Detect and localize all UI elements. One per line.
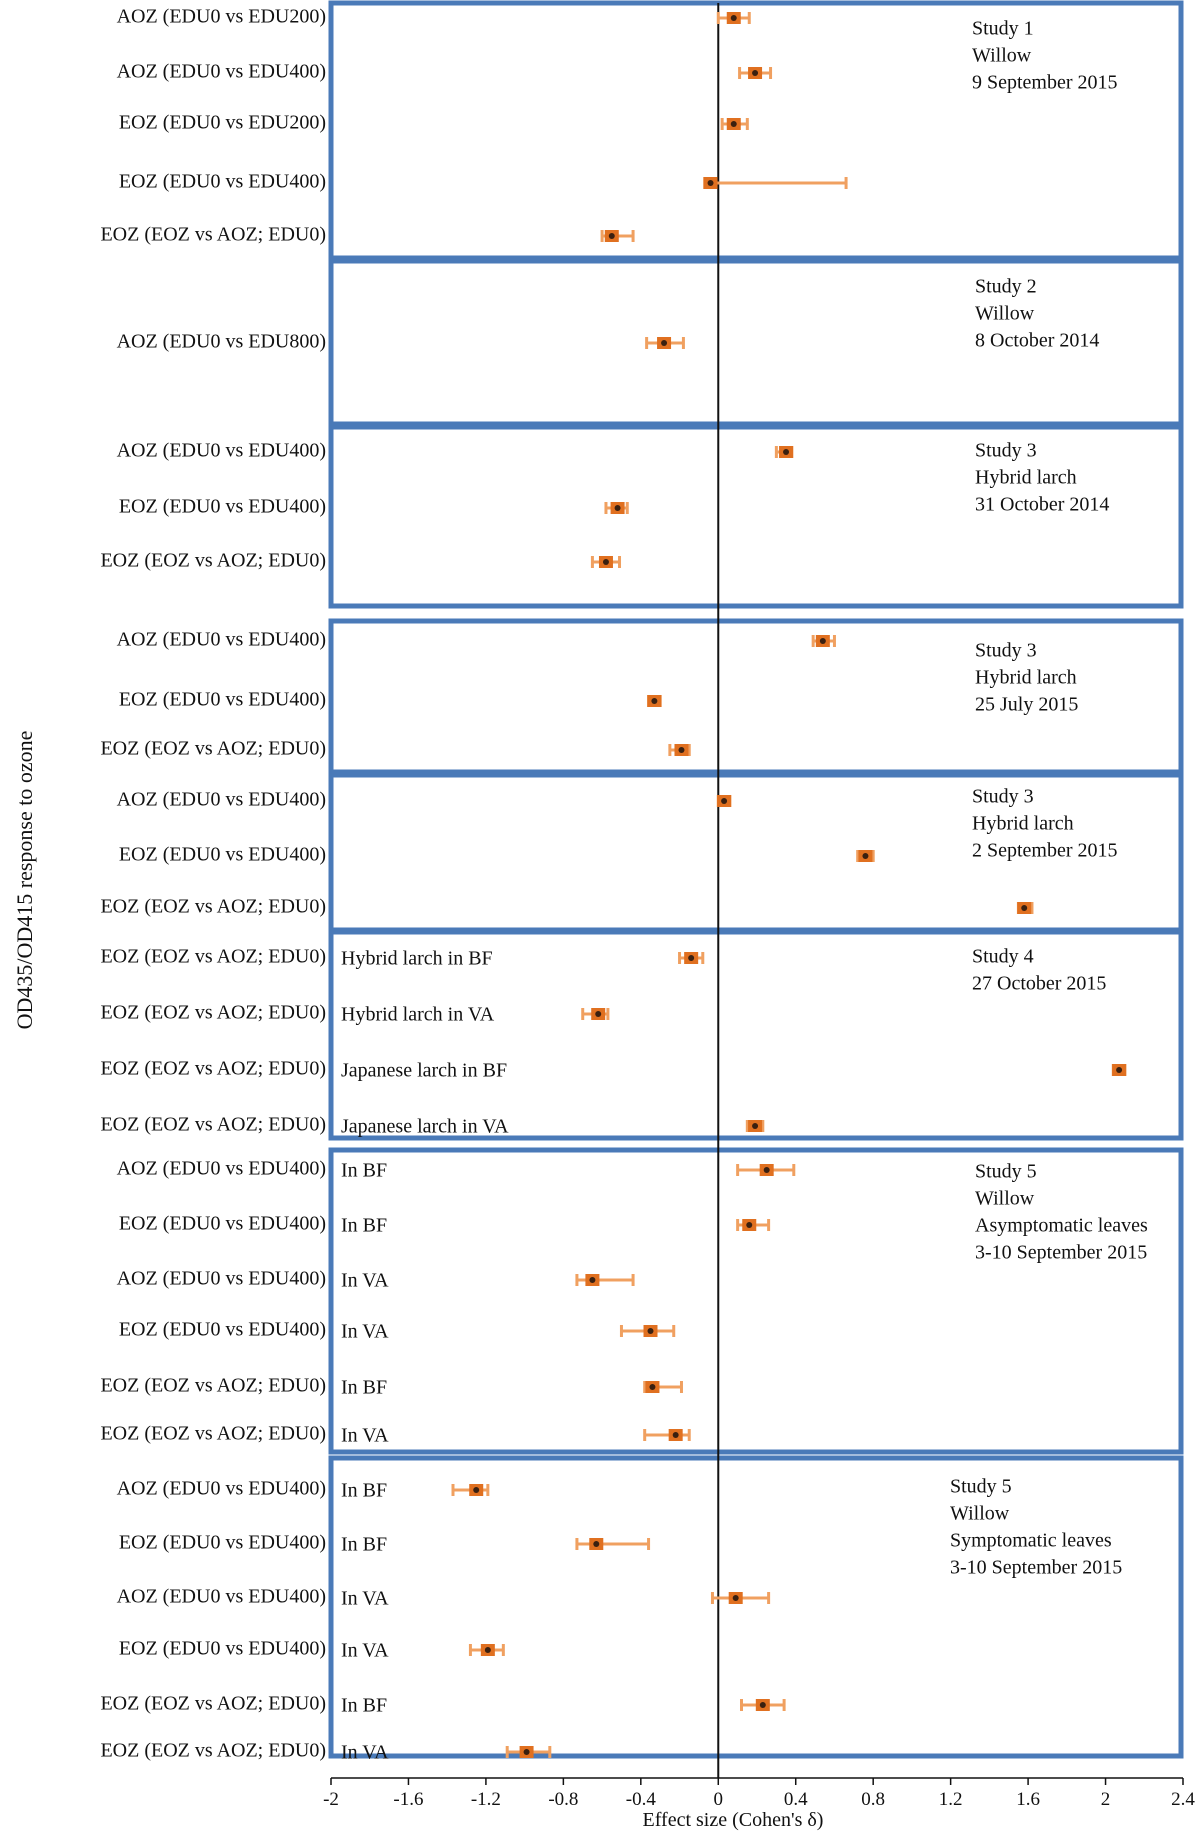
effect-size-point [718, 12, 749, 24]
panel-7-title-line-1: Study 5 [975, 1160, 1037, 1183]
panel-5-title-line-3: 2 September 2015 [972, 839, 1118, 862]
effect-size-point [577, 1538, 649, 1550]
panel-border-8 [331, 1458, 1181, 1756]
row-label: EOZ (EOZ vs AOZ; EDU0) [100, 1057, 326, 1080]
panel-4-title-line-3: 25 July 2015 [975, 693, 1079, 716]
effect-size-point [670, 744, 689, 756]
estimate-center [678, 747, 684, 753]
effect-size-point [577, 1274, 633, 1286]
row-sublabel: In VA [341, 1587, 389, 1610]
row-label: EOZ (EOZ vs AOZ; EDU0) [100, 1422, 326, 1445]
row-label: EOZ (EDU0 vs EDU400) [118, 1318, 326, 1341]
estimate-center [731, 121, 737, 127]
panel-border-1 [331, 3, 1181, 258]
estimate-center [733, 1595, 739, 1601]
x-axis-title: Effect size (Cohen's δ) [642, 1809, 824, 1831]
panel-3-title-line-3: 31 October 2014 [975, 493, 1110, 516]
row-label: AOZ (EDU0 vs EDU400) [116, 1477, 326, 1500]
estimate-center [752, 70, 758, 76]
effect-size-point [717, 795, 731, 807]
row-label: EOZ (EOZ vs AOZ; EDU0) [100, 549, 326, 572]
estimate-center [862, 853, 868, 859]
row-label: EOZ (EOZ vs AOZ; EDU0) [100, 1374, 326, 1397]
panel-titles [950, 18, 1148, 1579]
row-sublabel: Hybrid larch in BF [341, 947, 493, 970]
row-label: EOZ (EOZ vs AOZ; EDU0) [100, 895, 326, 918]
effect-size-point [602, 230, 633, 242]
row-sublabel: In BF [341, 1694, 388, 1717]
row-label: EOZ (EOZ vs AOZ; EDU0) [100, 737, 326, 760]
row-sublabel: Japanese larch in BF [341, 1059, 508, 1082]
row-label: EOZ (EOZ vs AOZ; EDU0) [100, 1739, 326, 1762]
estimate-center [764, 1167, 770, 1173]
effect-size-point [712, 1592, 768, 1604]
x-tick-label: 1.2 [938, 1789, 963, 1810]
estimate-center [760, 1702, 766, 1708]
estimate-center [648, 1328, 654, 1334]
x-axis [323, 1778, 1195, 1810]
panel-6-title-line-1: Study 4 [972, 945, 1034, 968]
x-tick-label: 0.4 [783, 1789, 808, 1810]
panel-8-title-line-1: Study 5 [950, 1475, 1012, 1498]
estimate-center [1116, 1067, 1122, 1073]
panel-1-title-line-2: Willow [972, 44, 1032, 67]
row-label: EOZ (EOZ vs AOZ; EDU0) [100, 1113, 326, 1136]
y-axis-title: OD435/OD415 response to ozone [12, 730, 37, 1030]
row-sublabel: In BF [341, 1376, 388, 1399]
row-label: AOZ (EDU0 vs EDU400) [116, 628, 326, 651]
effect-size-marks [453, 12, 1126, 1758]
effect-size-point [738, 1219, 769, 1231]
row-label: AOZ (EDU0 vs EDU400) [116, 1267, 326, 1290]
effect-size-point [680, 952, 703, 964]
x-tick-label: -1.6 [393, 1789, 424, 1810]
panel-5-title-line-2: Hybrid larch [972, 812, 1074, 835]
estimate-center [731, 15, 737, 21]
x-tick-label: 0 [713, 1789, 724, 1810]
x-tick-label: -2 [323, 1789, 339, 1810]
row-label: EOZ (EDU0 vs EDU400) [118, 688, 326, 711]
row-sublabel: In BF [341, 1479, 388, 1502]
row-label: EOZ (EOZ vs AOZ; EDU0) [100, 1692, 326, 1715]
panel-5-title-line-1: Study 3 [972, 785, 1034, 808]
row-sublabel: In VA [341, 1424, 389, 1447]
x-tick-label: -0.8 [548, 1789, 579, 1810]
x-tick-label: -1.2 [470, 1789, 501, 1810]
effect-size-point [583, 1008, 608, 1020]
estimate-center [1021, 905, 1027, 911]
estimate-center [615, 505, 621, 511]
effect-size-point [858, 850, 873, 862]
row-sublabel: In VA [341, 1320, 389, 1343]
row-label: EOZ (EDU0 vs EDU400) [118, 1212, 326, 1235]
row-label: AOZ (EDU0 vs EDU400) [116, 1157, 326, 1180]
effect-size-point [645, 1381, 682, 1393]
row-sublabel: In BF [341, 1159, 388, 1182]
panel-border-7 [331, 1150, 1181, 1452]
effect-size-point [453, 1484, 488, 1496]
row-sublabel: In BF [341, 1533, 388, 1556]
row-label: EOZ (EDU0 vs EDU400) [118, 495, 326, 518]
panel-8-title-line-2: Willow [950, 1502, 1010, 1525]
row-label: EOZ (EOZ vs AOZ; EDU0) [100, 1001, 326, 1024]
panel-2-title-line-1: Study 2 [975, 275, 1037, 298]
effect-size-point [1017, 902, 1032, 914]
effect-size-point [747, 1120, 762, 1132]
row-label: AOZ (EDU0 vs EDU400) [116, 439, 326, 462]
estimate-center [708, 180, 714, 186]
row-label: EOZ (EDU0 vs EDU200) [118, 111, 326, 134]
estimate-center [783, 449, 789, 455]
row-sublabel: Japanese larch in VA [341, 1115, 509, 1138]
panel-3-title-line-2: Hybrid larch [975, 466, 1077, 489]
panel-7-title-line-4: 3-10 September 2015 [975, 1241, 1148, 1264]
panel-borders [331, 3, 1181, 1756]
row-label: EOZ (EOZ vs AOZ; EDU0) [100, 945, 326, 968]
row-label: EOZ (EDU0 vs EDU400) [118, 843, 326, 866]
estimate-center [595, 1011, 601, 1017]
estimate-center [589, 1277, 595, 1283]
effect-size-point [704, 177, 847, 189]
effect-size-point [813, 635, 834, 647]
row-sublabel: In VA [341, 1639, 389, 1662]
panel-3-title-line-1: Study 3 [975, 439, 1037, 462]
effect-size-point [722, 118, 747, 130]
estimate-center [609, 233, 615, 239]
row-label: AOZ (EDU0 vs EDU800) [116, 330, 326, 353]
estimate-center [651, 698, 657, 704]
estimate-center [752, 1123, 758, 1129]
panel-1-title-line-3: 9 September 2015 [972, 71, 1118, 94]
row-sublabel: In BF [341, 1214, 388, 1237]
panel-4-title-line-2: Hybrid larch [975, 666, 1077, 689]
row-sublabel: Hybrid larch in VA [341, 1003, 495, 1026]
x-tick-label: 2 [1100, 1789, 1111, 1810]
estimate-center [649, 1384, 655, 1390]
row-label: EOZ (EDU0 vs EDU400) [118, 1637, 326, 1660]
estimate-center [593, 1541, 599, 1547]
panel-7-title-line-2: Willow [975, 1187, 1035, 1210]
estimate-center [688, 955, 694, 961]
effect-size-point [645, 1429, 690, 1441]
estimate-center [673, 1432, 679, 1438]
row-sublabel: In VA [341, 1269, 389, 1292]
row-label: AOZ (EDU0 vs EDU400) [116, 60, 326, 83]
estimate-center [603, 559, 609, 565]
estimate-center [746, 1222, 752, 1228]
effect-size-point [606, 502, 627, 514]
effect-size-point [738, 1164, 794, 1176]
panel-2-title-line-3: 8 October 2014 [975, 329, 1100, 352]
row-label: AOZ (EDU0 vs EDU400) [116, 788, 326, 811]
effect-size-point [742, 1699, 785, 1711]
estimate-center [721, 798, 727, 804]
estimate-center [524, 1749, 530, 1755]
effect-size-point [470, 1644, 503, 1656]
panel-6-title-line-2: 27 October 2015 [972, 972, 1107, 995]
effect-size-point [647, 337, 684, 349]
panel-8-title-line-3: Symptomatic leaves [950, 1529, 1112, 1552]
estimate-center [820, 638, 826, 644]
effect-size-point [740, 67, 771, 79]
row-sublabel: In VA [341, 1741, 389, 1764]
panel-border-3 [331, 427, 1181, 606]
row-label: AOZ (EDU0 vs EDU400) [116, 1585, 326, 1608]
effect-size-point [776, 446, 793, 458]
row-label: EOZ (EOZ vs AOZ; EDU0) [100, 223, 326, 246]
estimate-center [485, 1647, 491, 1653]
panel-1-title-line-1: Study 1 [972, 17, 1034, 40]
panel-4-title-line-1: Study 3 [975, 639, 1037, 662]
effect-size-point [647, 695, 661, 707]
x-tick-label: 1.6 [1016, 1789, 1040, 1810]
row-label: EOZ (EDU0 vs EDU400) [118, 1531, 326, 1554]
x-tick-label: 0.8 [861, 1789, 886, 1810]
panel-2-title-line-2: Willow [975, 302, 1035, 325]
x-tick-label: -0.4 [625, 1789, 656, 1810]
effect-size-point [592, 556, 619, 568]
effect-size-point [621, 1325, 673, 1337]
estimate-center [661, 340, 667, 346]
panel-8-title-line-4: 3-10 September 2015 [950, 1556, 1123, 1579]
row-label: EOZ (EDU0 vs EDU400) [118, 170, 326, 193]
x-tick-label: 2.4 [1171, 1789, 1195, 1810]
row-labels [100, 6, 509, 1764]
panel-7-title-line-3: Asymptomatic leaves [975, 1214, 1148, 1237]
row-label: AOZ (EDU0 vs EDU200) [116, 5, 326, 28]
effect-size-point [1112, 1064, 1126, 1076]
estimate-center [473, 1487, 479, 1493]
